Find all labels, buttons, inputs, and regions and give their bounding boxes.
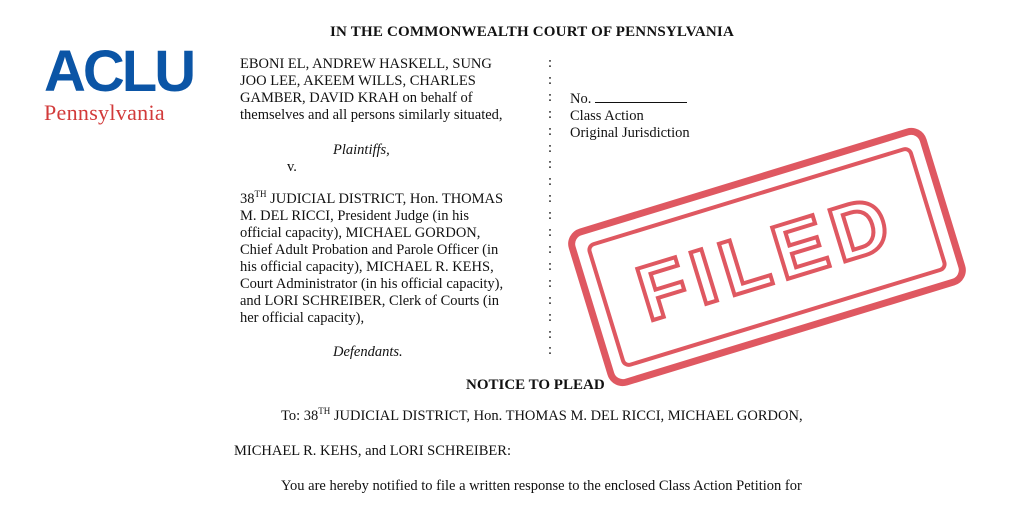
case-number-row — [570, 90, 690, 108]
notice-to-line-2: MICHAEL R. KEHS, and LORI SCHREIBER: — [234, 443, 511, 459]
versus-text: v. — [287, 159, 297, 175]
caption-separator: : — [547, 156, 553, 173]
plaintiffs-line: themselves and all persons similarly situated, — [240, 107, 503, 123]
caption-separator: : — [547, 173, 553, 190]
caption-separator: : — [547, 325, 553, 342]
caption-separator: : — [547, 224, 553, 241]
plaintiffs-line: JOO LEE, AKEEM WILLS, CHARLES — [240, 73, 476, 89]
defendants-line: M. DEL RICCI, President Judge (in his — [240, 208, 470, 224]
aclu-logo — [44, 39, 194, 126]
filed-stamp-inner-border — [585, 145, 948, 369]
defendants-line: Court Administrator (in his official capacity), — [240, 276, 504, 292]
case-type: Class Action — [570, 108, 644, 124]
caption-separator: : — [547, 71, 553, 88]
defendants-line: his official capacity), MICHAEL R. KEHS, — [240, 259, 494, 275]
case-info — [570, 90, 690, 142]
caption-separator: : — [547, 291, 553, 308]
plaintiffs-line: EBONI EL, ANDREW HASKELL, SUNG — [240, 56, 492, 72]
notice-title: NOTICE TO PLEAD — [466, 377, 605, 393]
defendants-number: 38 — [240, 191, 255, 207]
logo-state-text: Pennsylvania — [44, 100, 165, 125]
caption-separator: : — [547, 139, 553, 156]
defendants-line: official capacity), MICHAEL GORDON, — [240, 225, 481, 241]
caption-separator: : — [547, 342, 553, 359]
notice-to-superscript: TH — [318, 406, 331, 417]
caption-separator: : — [547, 240, 553, 257]
notice-to-rest: JUDICIAL DISTRICT, Hon. THOMAS M. DEL RICCI, MICHAEL GORDON, — [330, 408, 803, 424]
court-title: IN THE COMMONWEALTH COURT OF PENNSYLVANIA — [330, 24, 734, 40]
caption-separator: : — [547, 308, 553, 325]
plaintiffs-label: Plaintiffs, — [333, 142, 390, 158]
caption-separator: : — [547, 88, 553, 105]
jurisdiction: Original Jurisdiction — [570, 125, 690, 141]
caption-separator: : — [547, 122, 553, 139]
case-number-blank — [595, 90, 687, 103]
plaintiffs-line: GAMBER, DAVID KRAH on behalf of — [240, 90, 473, 106]
plaintiffs-block — [240, 56, 540, 124]
caption-separator: : — [547, 207, 553, 224]
defendants-label: Defendants. — [333, 344, 403, 360]
logo-aclu-text: ACLU — [44, 39, 194, 104]
defendants-first-rest: JUDICIAL DISTRICT, Hon. THOMAS — [266, 191, 504, 207]
case-number-label: No. — [570, 91, 592, 107]
filed-stamp-text: FILED — [627, 175, 907, 338]
caption-separator: : — [547, 105, 553, 122]
caption-separator: : — [547, 257, 553, 274]
caption-separator: : — [547, 55, 553, 71]
defendants-line: and LORI SCHREIBER, Clerk of Courts (in — [240, 293, 499, 309]
defendants-line — [240, 191, 540, 208]
caption-separator: : — [547, 274, 553, 291]
defendants-block — [240, 191, 540, 327]
caption-separator-column — [546, 55, 554, 359]
defendants-line: her official capacity), — [240, 310, 365, 326]
caption-separator: : — [547, 190, 553, 207]
notice-to-line — [281, 408, 803, 425]
defendants-line: Chief Adult Probation and Parole Officer (in — [240, 242, 499, 258]
notice-to-prefix: To: 38 — [281, 408, 319, 424]
filed-stamp — [564, 124, 970, 390]
notice-body-line: You are hereby notified to file a written response to the enclosed Class Action Petition for — [281, 478, 802, 494]
defendants-superscript: TH — [254, 189, 267, 200]
